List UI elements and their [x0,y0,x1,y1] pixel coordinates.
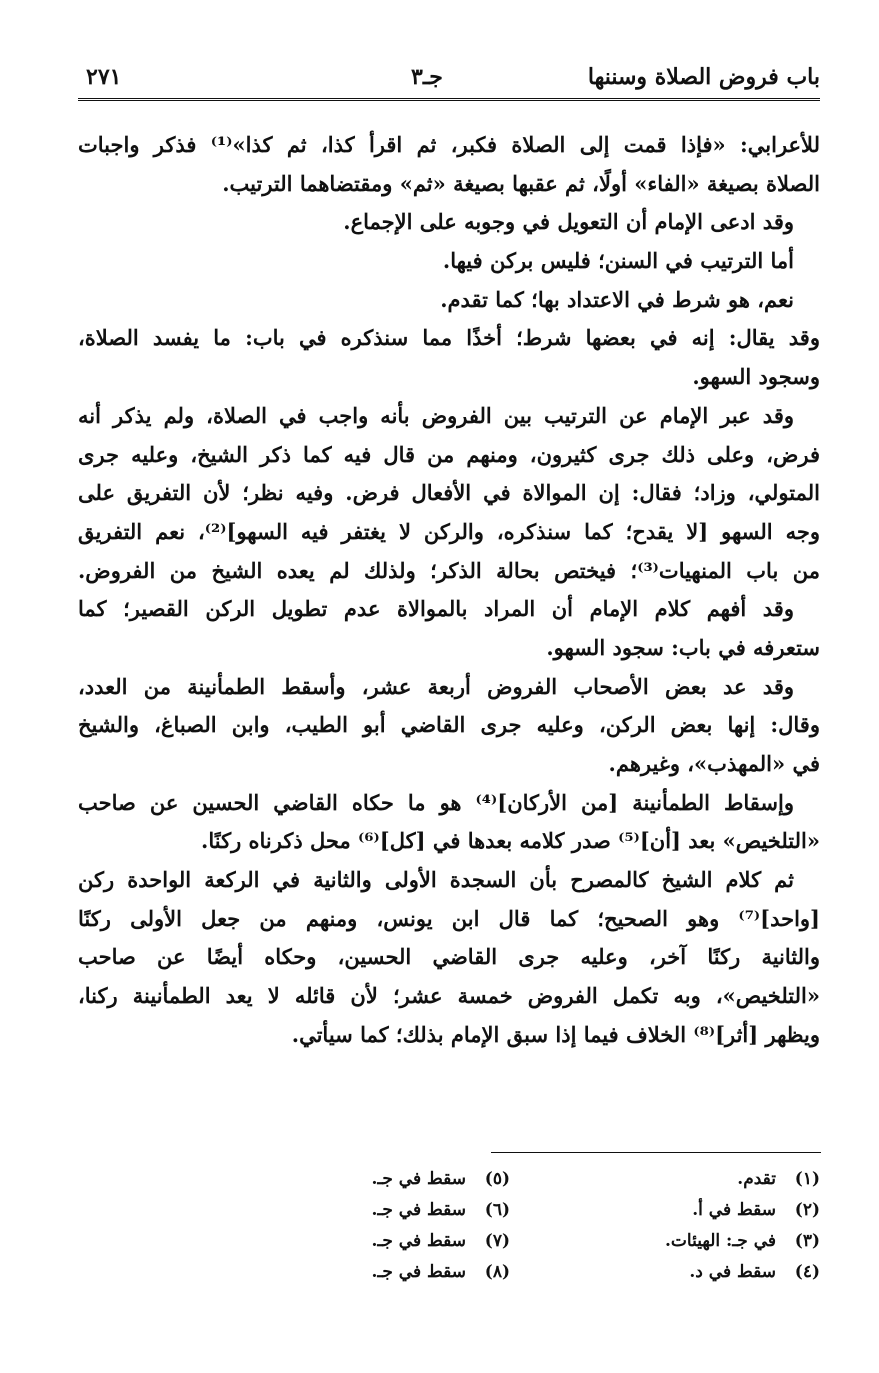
text-line: والثانية ركنًا آخر، وعليه جرى القاضي الحسين، وحكاه أيضًا عن صاحب [78,944,820,970]
main-text [78,126,820,1055]
footnote [371,1164,510,1195]
text-line: وجه السهو [لا يقدح؛ كما سنذكره، والركن لا يغتفر فيه السهو]⁽²⁾، نعم التفريق [78,518,820,544]
text-line: فرض، وعلى ذلك جرى كثيرون، ومنهم من قال فيه كما ذكر الشيخ، وعليه جرى [78,441,820,467]
text-line: المتولي، وزاد؛ فقال: إن الموالاة في الأفعال فرض. وفيه نظر؛ لأن التفريق على [78,480,820,506]
text-line: وإسقاط الطمأنينة [من الأركان]⁽⁴⁾ هو ما حكاه القاضي الحسين عن صاحب [78,789,795,815]
footnote-text: سقط في جـ. [371,1231,466,1251]
footnote-text: سقط في أ. [692,1200,776,1220]
footnote [665,1164,820,1195]
footnote-number: (٣) [794,1231,820,1251]
footnote-text: في جـ: الهيئات. [665,1231,776,1251]
footnote-text: سقط في جـ. [371,1200,466,1220]
footnote-number: (٥) [484,1169,510,1189]
footnote-column-right [665,1164,820,1288]
text-line: وقد يقال: إنه في بعضها شرط؛ أخذًا مما سنذكره في باب: ما يفسد الصلاة، [78,325,820,351]
text-line: من باب المنهيات⁽³⁾؛ فيختص بحالة الذكر؛ ولذلك لم يعده الشيخ من الفروض. [78,557,820,583]
footnote [665,1257,820,1288]
text-line: «التلخيص»، وبه تكمل الفروض خمسة عشر؛ لأن قائله لا يعد الطمأنينة ركنا، [78,983,820,1009]
text-line: ثم كلام الشيخ كالمصرح بأن السجدة الأولى والثانية في الركعة الواحدة ركن [78,867,794,893]
footnote-text: سقط في د. [689,1262,776,1282]
footnote [665,1226,820,1257]
footnote-text: سقط في جـ. [371,1262,466,1282]
text-line: «التلخيص» بعد [أن]⁽⁵⁾ صدر كلامه بعدها في [كل]⁽⁶⁾ محل ذكرناه ركنًا. [201,828,820,854]
footnote-number: (١) [794,1169,820,1189]
text-line: [واحد]⁽⁷⁾ وهو الصحيح؛ كما قال ابن يونس، ومنهم من جعل الأولى ركنًا [78,905,820,931]
text-line: وقد عبر الإمام عن الترتيب بين الفروض بأنه واجب في الصلاة، ولم يذكر أنه [78,402,794,428]
text-line: وقد أفهم كلام الإمام أن المراد بالموالاة عدم تطويل الركن القصير؛ كما [78,596,794,622]
running-header [78,58,820,101]
page-number: ٢٧١ [86,64,122,90]
text-line: الصلاة بصيغة «الفاء» أولًا، ثم عقبها بصيغة «ثم» ومقتضاهما الترتيب. [222,170,820,196]
footnote [371,1195,510,1226]
footnote-number: (٢) [794,1200,820,1220]
text-line: وسجود السهو. [692,364,820,390]
text-line: نعم، هو شرط في الاعتداد بها؛ كما تقدم. [440,286,794,312]
footnote-column-left [371,1164,510,1288]
volume-label: جـ٣ [411,64,443,90]
chapter-title: باب فروض الصلاة وسننها [587,64,820,90]
footnote [371,1226,510,1257]
text-line: ويظهر [أثر]⁽⁸⁾ الخلاف فيما إذا سبق الإمام بذلك؛ كما سيأتي. [291,1021,820,1047]
footnote-text: تقدم. [737,1169,776,1189]
text-line: في «المهذب»، وغيرهم. [608,751,820,776]
footnote-number: (٧) [484,1231,510,1251]
text-line: ستعرفه في باب: سجود السهو. [546,634,820,660]
text-line: وقد ادعى الإمام أن التعويل في وجوبه على الإجماع. [343,209,794,235]
footnote-number: (٤) [794,1262,820,1282]
footnote-text: سقط في جـ. [371,1169,466,1189]
footnote [665,1195,820,1226]
footnote-separator [491,1152,821,1153]
text-line: وقد عد بعض الأصحاب الفروض أربعة عشر، وأسقط الطمأنينة من العدد، [78,673,794,699]
footnote-number: (٨) [484,1262,510,1282]
text-line: وقال: إنها بعض الركن، وعليه جرى القاضي أبو الطيب، وابن الصباغ، والشيخ [78,712,820,738]
footnote-number: (٦) [484,1200,510,1220]
text-line: أما الترتيب في السنن؛ فليس بركن فيها. [442,248,794,274]
text-line: للأعرابي: «فإذا قمت إلى الصلاة فكبر، ثم اقرأ كذا، ثم كذا»⁽¹⁾ فذكر واجبات [78,132,820,157]
footnote [371,1257,510,1288]
